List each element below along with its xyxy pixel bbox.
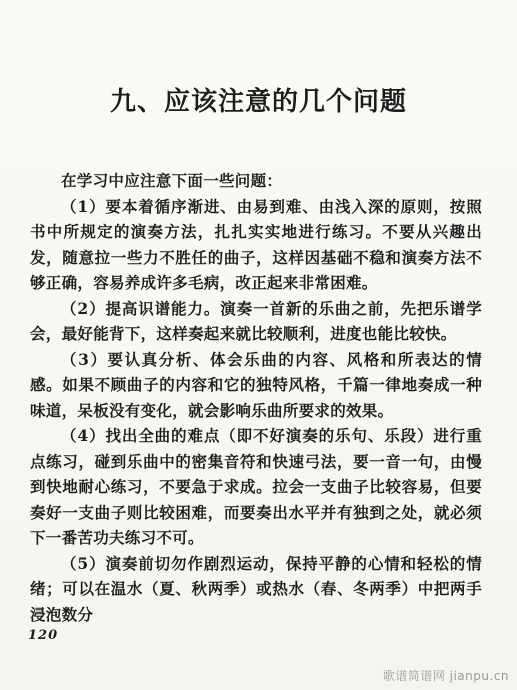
point-5-paragraph: （5）演奏前切勿作剧烈运动，保持平静的心情和轻松的情绪；可以在温水（夏、秋两季）或热水（春、冬两季）中把两手浸泡数分 [30,553,482,624]
body-text [30,168,482,627]
site-watermark: 歌谱简谱网 jianpu.cn [382,669,509,683]
point-1-paragraph: （1）要本着循序渐进、由易到难、由浅入深的原则，按照书中所规定的演奏方法，扎扎实实地进行练习。不要从兴趣出发，随意拉一些力不胜任的曲子，这样因基础不稳和演奏方法不够正确，容易养成许多毛病，改正起来非常困难。 [30,196,482,292]
intro-paragraph: 在学习中应注意下面一些问题： [61,171,283,190]
point-4-paragraph: （4）找出全曲的难点（即不好演奏的乐句、乐段）进行重点练习，碰到乐曲中的密集音符和快速弓法，要一音一句，由慢到快地耐心练习，不要急于求成。拉会一支曲子比较容易，但要奏好一支曲子则比较困难，而要奏出水平并有独到之处，就必须下一番苦功夫练习不可。 [30,426,482,547]
point-3-paragraph: （3）要认真分析、体会乐曲的内容、风格和所表达的情感。如果不顾曲子的内容和它的独特风格，千篇一律地奏成一种味道，呆板没有变化，就会影响乐曲所要求的效果。 [30,349,482,420]
section-title: 九、应该注意的几个问题 [109,87,407,117]
point-2-paragraph: （2）提高识谱能力。演奏一首新的乐曲之前，先把乐谱学会，最好能背下，这样奏起来就比较顺利，进度也能比较快。 [30,298,482,343]
page-number: 120 [28,628,59,643]
